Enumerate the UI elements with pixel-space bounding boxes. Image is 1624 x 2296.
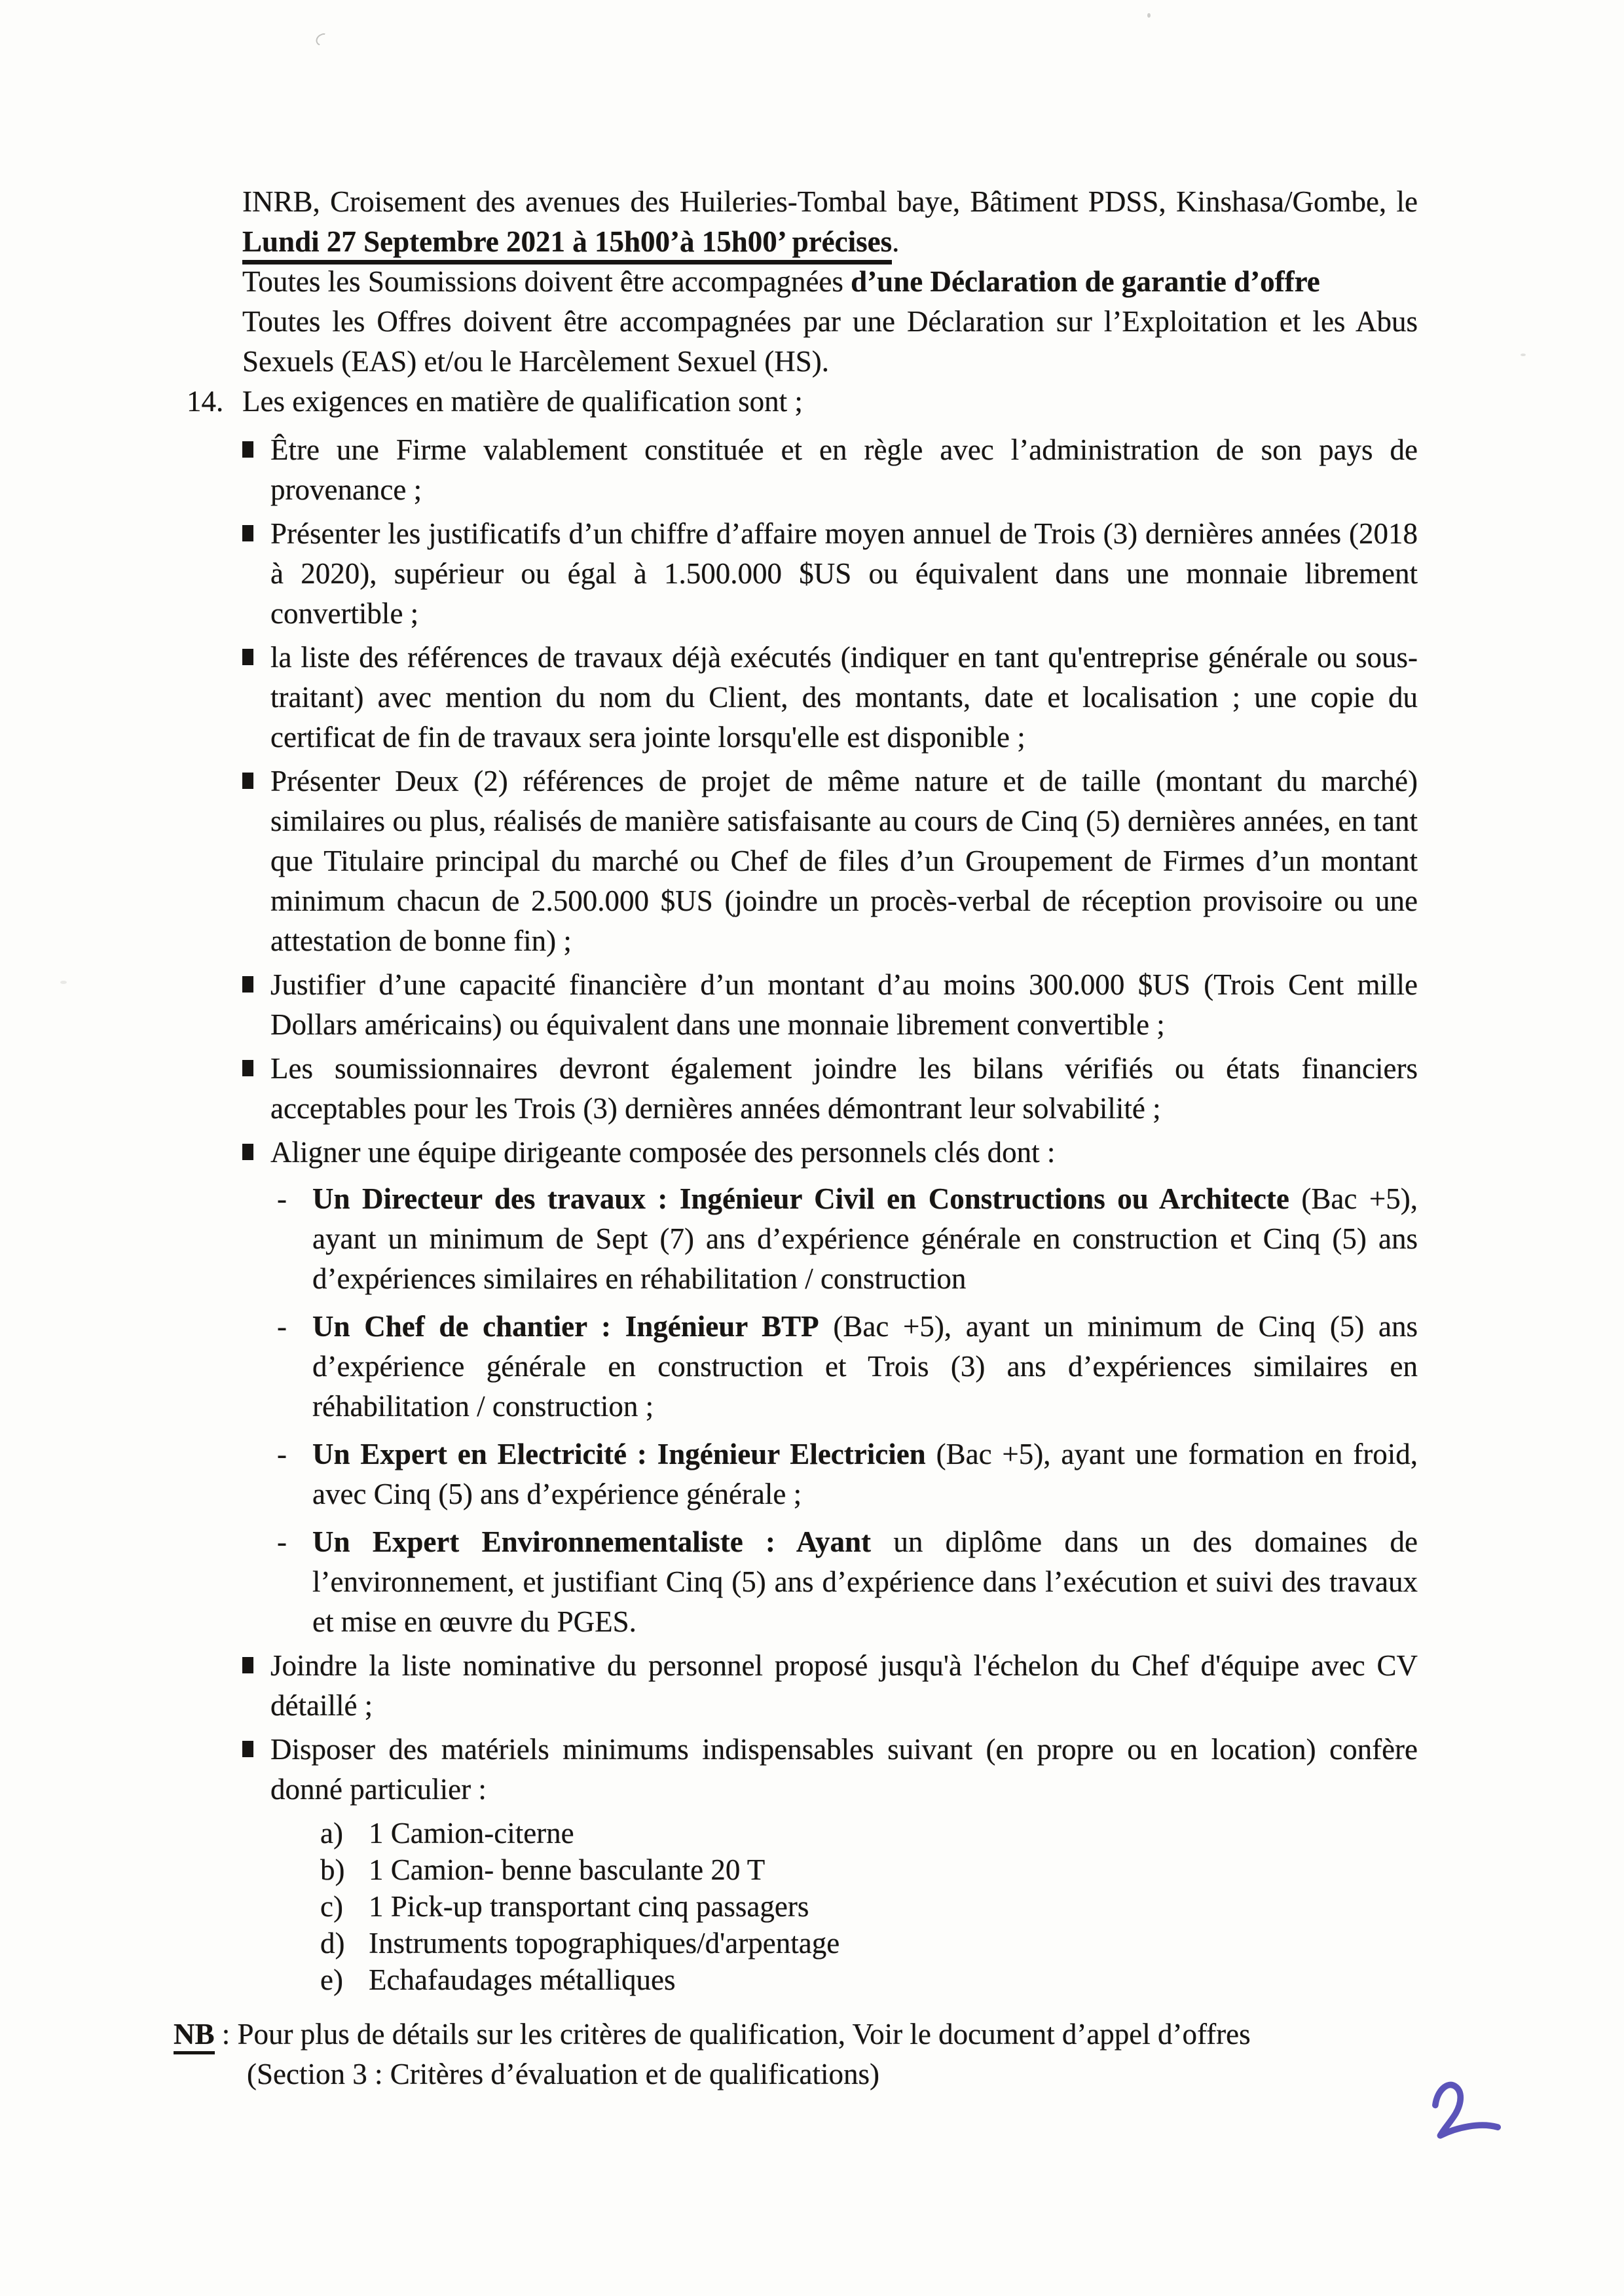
bullet-square-icon [242,441,253,458]
nb-separator: : [214,2018,238,2050]
equipment-text: 1 Camion- benne basculante 20 T [369,1853,766,1886]
bullet-square-icon [242,649,253,665]
personnel-details: (Bac +5), ayant un minimum de Cinq (5) ans d’expérience générale en construction et Trois (3) ans d’expériences similaires en réhabilitation / construction ; [312,1310,1418,1423]
letter-marker: d) [320,1927,345,1959]
personnel-details: (Bac +5), ayant un minimum de Sept (7) ans d’expérience générale en construction et Cinq (5) ans d’expériences similaires en réhabilitation / construction [312,1182,1418,1295]
list-item-text: Justifier d’une capacité financière d’un montant d’au moins 300.000 $US (Trois Cent mille Dollars américains) ou équivalent dans une monnaie librement convertible ; [270,968,1418,1041]
bid-guarantee-text: Toutes les Soumissions doivent être accompagnées [242,265,851,298]
nb-label: NB [174,2018,215,2054]
personnel-role-bold: Un Expert en Electricité : Ingénieur Electricien [312,1438,926,1470]
equipment-item [270,1925,1418,1961]
nb-section-reference: (Section 3 : Critères d’évaluation et de qualifications) [247,2058,879,2090]
handwritten-page-number [1418,2073,1507,2149]
letter-marker: c) [320,1890,343,1923]
bullet-square-icon [242,1144,253,1160]
nota-bene [174,2014,1418,2094]
bullet-square-icon [242,773,253,789]
list-item [242,1646,1418,1726]
personnel-role-bold: Un Expert Environnementaliste : Ayant [312,1525,872,1558]
personnel-details: un diplôme dans un des domaines de l’environnement, et justifiant Cinq (5) ans d’expérience dans l’exécution et suivi des travaux et mise en œuvre du PGES. [312,1525,1418,1638]
list-item [242,638,1418,757]
equipment-text: Echafaudages métalliques [369,1963,676,1996]
bullet-square-icon [242,1657,253,1673]
document-body [174,182,1418,2094]
key-personnel-list [270,1179,1418,1642]
personnel-item [270,1307,1418,1427]
list-item-text: Disposer des matériels minimums indispensables suivant (en propre ou en location) confère donné particulier : [270,1733,1418,1806]
equipment-text: Instruments topographiques/d'arpentage [369,1927,840,1959]
equipment-list [270,1815,1418,1998]
bullet-square-icon [242,1060,253,1076]
list-item [242,761,1418,961]
bullet-square-icon [242,525,253,541]
list-item-text: Présenter les justificatifs d’un chiffre d’affaire moyen annuel de Trois (3) dernières années (2018 à 2020), supérieur ou égal à 1.500.000 $US ou équivalent dans une monnaie librement convertible ; [270,517,1418,630]
scan-speck [1521,354,1526,356]
submission-address-text: INRB, Croisement des avenues des Huileries-Tombal baye, Bâtiment PDSS, Kinshasa/Gombe, le [242,185,1418,218]
equipment-item [270,1815,1418,1851]
equipment-item [270,1961,1418,1998]
dash-marker: - [277,1438,287,1470]
scan-speck [60,981,67,984]
personnel-details: (Bac +5), ayant une formation en froid, avec Cinq (5) ans d’expérience générale ; [312,1438,1418,1510]
equipment-text: 1 Pick-up transportant cinq passagers [369,1890,809,1923]
item-14-number: 14. [187,385,224,418]
letter-marker: e) [320,1963,343,1996]
list-item-equipment [242,1730,1418,1998]
list-item-text: Être une Firme valablement constituée et en règle avec l’administration de son pays de provenance ; [270,433,1418,506]
list-item-text: Joindre la liste nominative du personnel proposé jusqu'à l'échelon du Chef d'équipe avec CV détaillé ; [270,1649,1418,1722]
dash-marker: - [277,1182,287,1215]
equipment-item [270,1888,1418,1925]
paragraph-eas-declaration [242,302,1418,382]
item-14-text: Les exigences en matière de qualification sont ; [242,385,803,418]
list-item [242,514,1418,634]
letter-marker: b) [320,1853,345,1886]
bullet-square-icon [242,976,253,993]
list-item-text: la liste des références de travaux déjà exécutés (indiquer en tant qu'entreprise générale ou sous-traitant) avec mention du nom du Client, des montants, date et localisation ; une copie du certificat de fin de travaux sera jointe lorsqu'elle est disponible ; [270,641,1418,754]
personnel-item [270,1434,1418,1514]
handwritten-two-stroke [1434,2083,1498,2136]
nb-text: Pour plus de détails sur les critères de qualification, Voir le document d’appel d’offres [237,2018,1251,2050]
sentence-period: . [892,225,900,258]
personnel-role-bold: Un Directeur des travaux : Ingénieur Civil en Constructions ou Architecte [312,1182,1289,1215]
bullet-square-icon [242,1741,253,1757]
bid-guarantee-bold: d’une Déclaration de garantie d’offre [851,265,1320,298]
paragraph-submission-place-date [242,182,1418,262]
scan-speck [314,32,330,48]
personnel-role-bold: Un Chef de chantier : Ingénieur BTP [312,1310,819,1343]
equipment-item [270,1851,1418,1888]
list-item-key-personnel [242,1133,1418,1642]
scan-speck [1147,13,1151,18]
dash-marker: - [277,1310,287,1343]
personnel-item [270,1179,1418,1299]
list-item [242,430,1418,510]
qualification-requirements-list [242,430,1418,1998]
list-item [242,965,1418,1045]
letter-marker: a) [320,1817,343,1850]
list-item-text: Les soumissionnaires devront également joindre les bilans vérifiés ou états financiers acceptables pour les Trois (3) dernières années démontrant leur solvabilité ; [270,1052,1418,1125]
personnel-item [270,1522,1418,1642]
submission-deadline-date: Lundi 27 Septembre 2021 à 15h00’à 15h00’ précises [242,225,892,264]
dash-marker: - [277,1525,287,1558]
list-item-text: Présenter Deux (2) références de projet de même nature et de taille (montant du marché) similaires ou plus, réalisés de manière satisfaisante au cours de Cinq (5) dernières années, en tant que Titulaire principal du marché ou Chef de files d’un Groupement de Firmes d’un montant minimum chacun de 2.500.000 $US (joindre un procès-verbal de réception provisoire ou une attestation de bonne fin) ; [270,765,1418,957]
equipment-text: 1 Camion-citerne [369,1817,574,1850]
eas-declaration-text: Toutes les Offres doivent être accompagnées par une Déclaration sur l’Exploitation et les Abus Sexuels (EAS) et/ou le Harcèlement Sexuel (HS). [242,305,1418,378]
list-item [242,1049,1418,1129]
list-item-text: Aligner une équipe dirigeante composée des personnels clés dont : [270,1136,1056,1169]
numbered-item-14 [187,382,1418,422]
paragraph-bid-guarantee [242,262,1418,302]
